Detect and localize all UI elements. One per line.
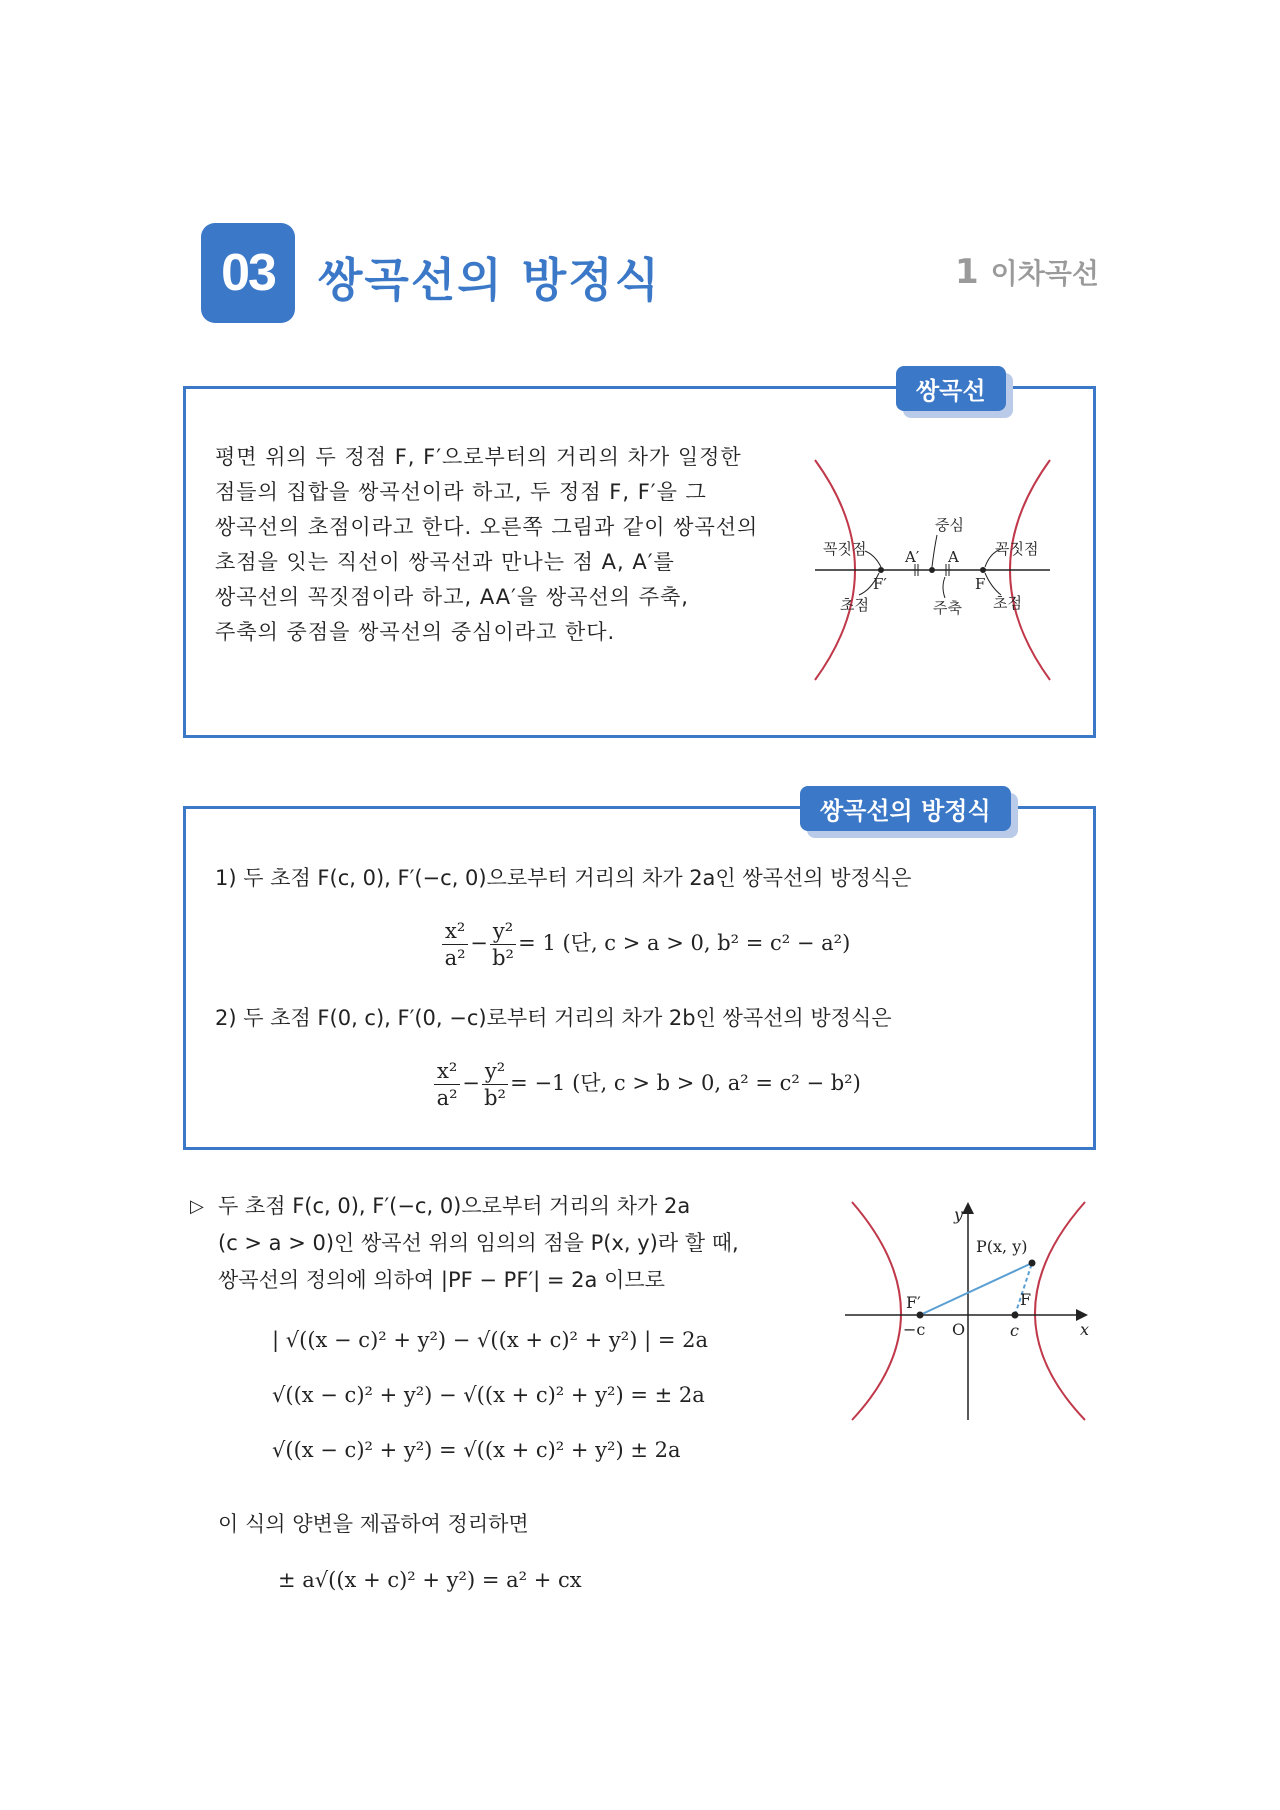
section-title: 쌍곡선의 방정식 (318, 253, 662, 307)
proof-line: (c > a > 0)인 쌍곡선 위의 임의의 점을 P(x, y)라 할 때, (218, 1231, 739, 1255)
label-vertex-right: 꼭짓점 (995, 540, 1039, 558)
definition-tag: 쌍곡선 (896, 366, 1006, 411)
eq2-rest: = −1 (단, c > b > 0, a² = c² − b²) (510, 1071, 861, 1095)
label-focus-left: 초점 (840, 596, 869, 614)
hyperbola-coordinate-figure (840, 1190, 1095, 1430)
eq1-den2: b² (492, 946, 514, 970)
point-F-prime (917, 1312, 924, 1319)
definition-line: 쌍곡선의 꼭짓점이라 하고, AA′을 쌍곡선의 주축, (215, 585, 689, 609)
definition-line: 평면 위의 두 정점 F, F′으로부터의 거리의 차가 일정한 (215, 445, 742, 469)
proof-line: 쌍곡선의 정의에 의하여 |PF − PF′| = 2a 이므로 (218, 1268, 665, 1292)
square-text: 이 식의 양변을 제곱하여 정리하면 (218, 1512, 529, 1536)
chapter-number: 1 (955, 252, 979, 292)
chapter-label (955, 252, 1099, 292)
label-F: F (1020, 1290, 1032, 1309)
label-focus-right: 초점 (993, 594, 1022, 612)
section-number: 03 (221, 244, 275, 302)
eq1-den1: a² (444, 946, 466, 970)
equation-1: $\frac{\text{x²}}{\text{a²}}$ − $\frac{\text{y²}}{\text{b²}}$ = 1 (단, c > a > 0, b² = c² − a²) (440, 918, 850, 971)
point-P (1029, 1260, 1036, 1267)
eq1-rest: = 1 (단, c > a > 0, b² = c² − a²) (518, 931, 851, 955)
equation-2: $\frac{\text{x²}}{\text{a²}}$ − $\frac{\text{y²}}{\text{b²}}$ = −1 (단, c > b > 0, a² = c² − b²) (432, 1058, 861, 1111)
eq1-num1: x² (442, 918, 468, 945)
equation-item-1: 1) 두 초점 F(c, 0), F′(−c, 0)으로부터 거리의 차가 2a인 쌍곡선의 방정식은 (215, 866, 912, 890)
definition-line: 주축의 중점을 쌍곡선의 중심이라고 한다. (215, 620, 616, 644)
triangle-marker-icon: ▷ (190, 1196, 204, 1217)
label-vertex-left: 꼭짓점 (823, 540, 867, 558)
focus-right-point (980, 567, 986, 573)
label-neg-c: −c (903, 1320, 926, 1339)
proof-step-4: ± a√((x + c)² + y²) = a² + cx (278, 1568, 582, 1592)
label-P: P(x, y) (976, 1237, 1028, 1256)
eq2-num1: x² (434, 1058, 460, 1085)
chapter-title: 이차곡선 (990, 257, 1099, 290)
label-major-axis: 주축 (933, 599, 962, 617)
label-center: 중심 (935, 516, 964, 534)
left-branch (852, 1202, 901, 1420)
eq2-den2: b² (484, 1086, 506, 1110)
eq2-den1: a² (436, 1086, 458, 1110)
proof-line: 두 초점 F(c, 0), F′(−c, 0)으로부터 거리의 차가 2a (218, 1194, 691, 1218)
section-number-badge (201, 223, 295, 323)
equation-item-2: 2) 두 초점 F(0, c), F′(0, −c)로부터 거리의 차가 2b인 쌍곡선의 방정식은 (215, 1006, 892, 1030)
definition-text (215, 440, 775, 650)
point-F (1012, 1312, 1019, 1319)
label-F: F (975, 575, 986, 593)
label-A: A (948, 548, 959, 566)
label-F-prime: F′ (906, 1293, 921, 1312)
proof-intro (190, 1188, 790, 1299)
proof-step-1: | √((x − c)² + y²) − √((x + c)² + y²) | = 2a (272, 1328, 708, 1352)
label-A-prime: A′ (905, 548, 920, 566)
proof-step-3: √((x − c)² + y²) = √((x + c)² + y²) ± 2a (272, 1438, 681, 1462)
center-point (929, 567, 935, 573)
hyperbola-definition-figure (805, 455, 1060, 695)
proof-step-2: √((x − c)² + y²) − √((x + c)² + y²) = ± 2a (272, 1383, 705, 1407)
definition-line: 초점을 잇는 직선이 쌍곡선과 만나는 점 A, A′를 (215, 550, 675, 574)
label-y: y (954, 1205, 964, 1224)
eq2-num2: y² (482, 1058, 508, 1085)
right-branch (1035, 1202, 1085, 1420)
label-x: x (1080, 1320, 1090, 1339)
label-O: O (952, 1320, 966, 1339)
eq1-num2: y² (490, 918, 516, 945)
segment-PF-prime (920, 1263, 1032, 1315)
definition-line: 점들의 집합을 쌍곡선이라 하고, 두 정점 F, F′을 그 (215, 480, 707, 504)
label-c: c (1010, 1321, 1019, 1340)
equations-tag: 쌍곡선의 방정식 (800, 786, 1011, 831)
focus-left-point (878, 567, 884, 573)
definition-line: 쌍곡선의 초점이라고 한다. 오른쪽 그림과 같이 쌍곡선의 (215, 515, 759, 539)
label-F-prime: F′ (873, 575, 887, 593)
